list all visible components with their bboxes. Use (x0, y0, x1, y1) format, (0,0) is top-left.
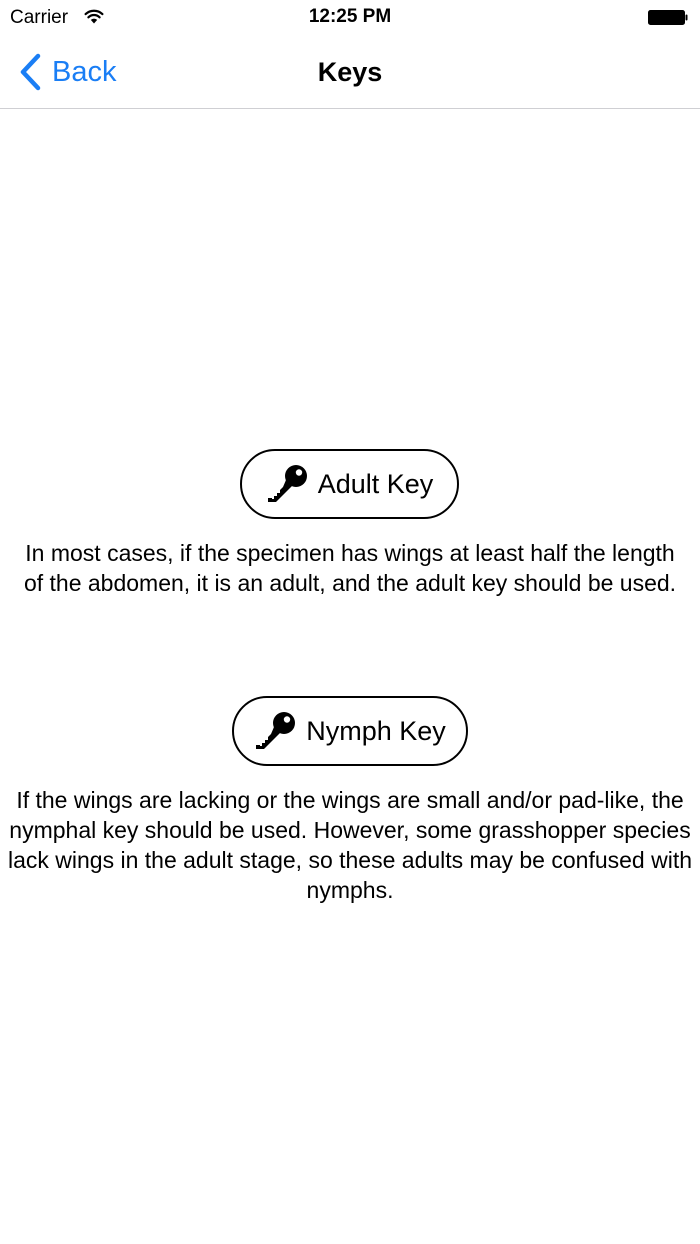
nymph-key-description: If the wings are lacking or the wings are small and/or pad-like, the nymphal key should be used. However, some grasshopper species lack wings in the adult stage, so these adults may be confused with nymphs. (8, 787, 693, 903)
page-title: Keys (317, 57, 383, 87)
status-bar (0, 0, 700, 36)
adult-key-label: Adult Key (317, 469, 434, 499)
key-icon (254, 710, 298, 752)
nymph-key-button[interactable] (232, 696, 468, 766)
adult-key-button[interactable] (240, 449, 459, 519)
battery-icon (648, 10, 688, 25)
adult-key-description: In most cases, if the specimen has wings at least half the length of the abdomen, it is an adult, and the adult key should be used. (23, 540, 677, 596)
navigation-bar (0, 36, 700, 109)
back-button-label: Back (52, 56, 117, 88)
nymph-key-label: Nymph Key (306, 716, 446, 746)
key-icon (266, 463, 310, 505)
carrier-label: Carrier (10, 7, 69, 28)
status-time: 12:25 PM (308, 6, 392, 27)
